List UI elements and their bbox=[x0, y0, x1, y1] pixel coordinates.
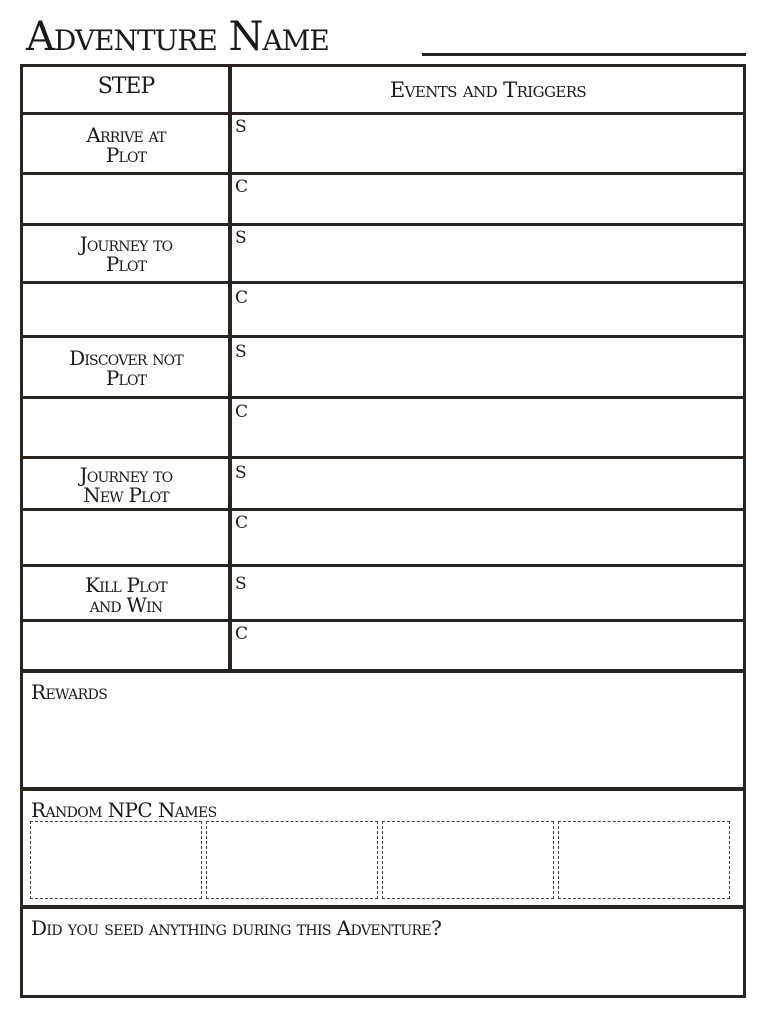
npc-name-box-3[interactable] bbox=[382, 821, 554, 899]
seed-question-label: Did you seed anything during this Adventure? bbox=[31, 916, 442, 940]
npc-name-box-4[interactable] bbox=[558, 821, 730, 899]
s-marker: S bbox=[235, 117, 247, 137]
steps-table bbox=[20, 64, 746, 672]
step-label-line1: Kill Plot bbox=[85, 573, 167, 597]
step-label-line1: Arrive at bbox=[86, 123, 166, 147]
s-marker: S bbox=[235, 574, 247, 594]
rewards-section bbox=[20, 670, 746, 790]
row-divider bbox=[23, 508, 743, 511]
npc-names-section bbox=[20, 788, 746, 908]
c-marker: C bbox=[235, 402, 249, 422]
row-divider bbox=[23, 281, 743, 284]
step-label-line1: Journey to bbox=[79, 463, 173, 487]
row-divider bbox=[23, 335, 743, 338]
c-marker: C bbox=[235, 624, 249, 644]
row-divider bbox=[23, 396, 743, 399]
row-divider bbox=[23, 456, 743, 459]
rewards-label: Rewards bbox=[31, 680, 108, 704]
row-divider bbox=[23, 564, 743, 567]
adventure-name-field[interactable] bbox=[422, 53, 746, 56]
step-label-line1: Journey to bbox=[79, 232, 173, 256]
header-divider bbox=[23, 112, 743, 115]
row-divider bbox=[23, 172, 743, 175]
c-marker: C bbox=[235, 177, 249, 197]
s-marker: S bbox=[235, 342, 247, 362]
row-divider bbox=[23, 619, 743, 622]
s-marker: S bbox=[235, 228, 247, 248]
npc-name-box-2[interactable] bbox=[206, 821, 378, 899]
step-label-line1: Discover not bbox=[69, 346, 183, 370]
row-divider bbox=[23, 223, 743, 226]
events-column-header: Events and Triggers bbox=[389, 78, 587, 102]
seed-section bbox=[20, 906, 746, 998]
step-label-line2: Plot bbox=[105, 143, 147, 167]
page-title: Adventure Name bbox=[26, 14, 329, 60]
step-label-line2: Plot bbox=[105, 252, 147, 276]
s-marker: S bbox=[235, 463, 247, 483]
title-row bbox=[26, 10, 748, 60]
c-marker: C bbox=[235, 288, 249, 308]
step-label-line2: New Plot bbox=[83, 483, 169, 507]
npc-name-box-1[interactable] bbox=[30, 821, 202, 899]
step-label-line2: and Win bbox=[89, 593, 163, 617]
npc-names-label: Random NPC Names bbox=[31, 798, 217, 822]
c-marker: C bbox=[235, 513, 249, 533]
step-column-header: STEP bbox=[97, 74, 155, 99]
step-label-line2: Plot bbox=[105, 366, 147, 390]
